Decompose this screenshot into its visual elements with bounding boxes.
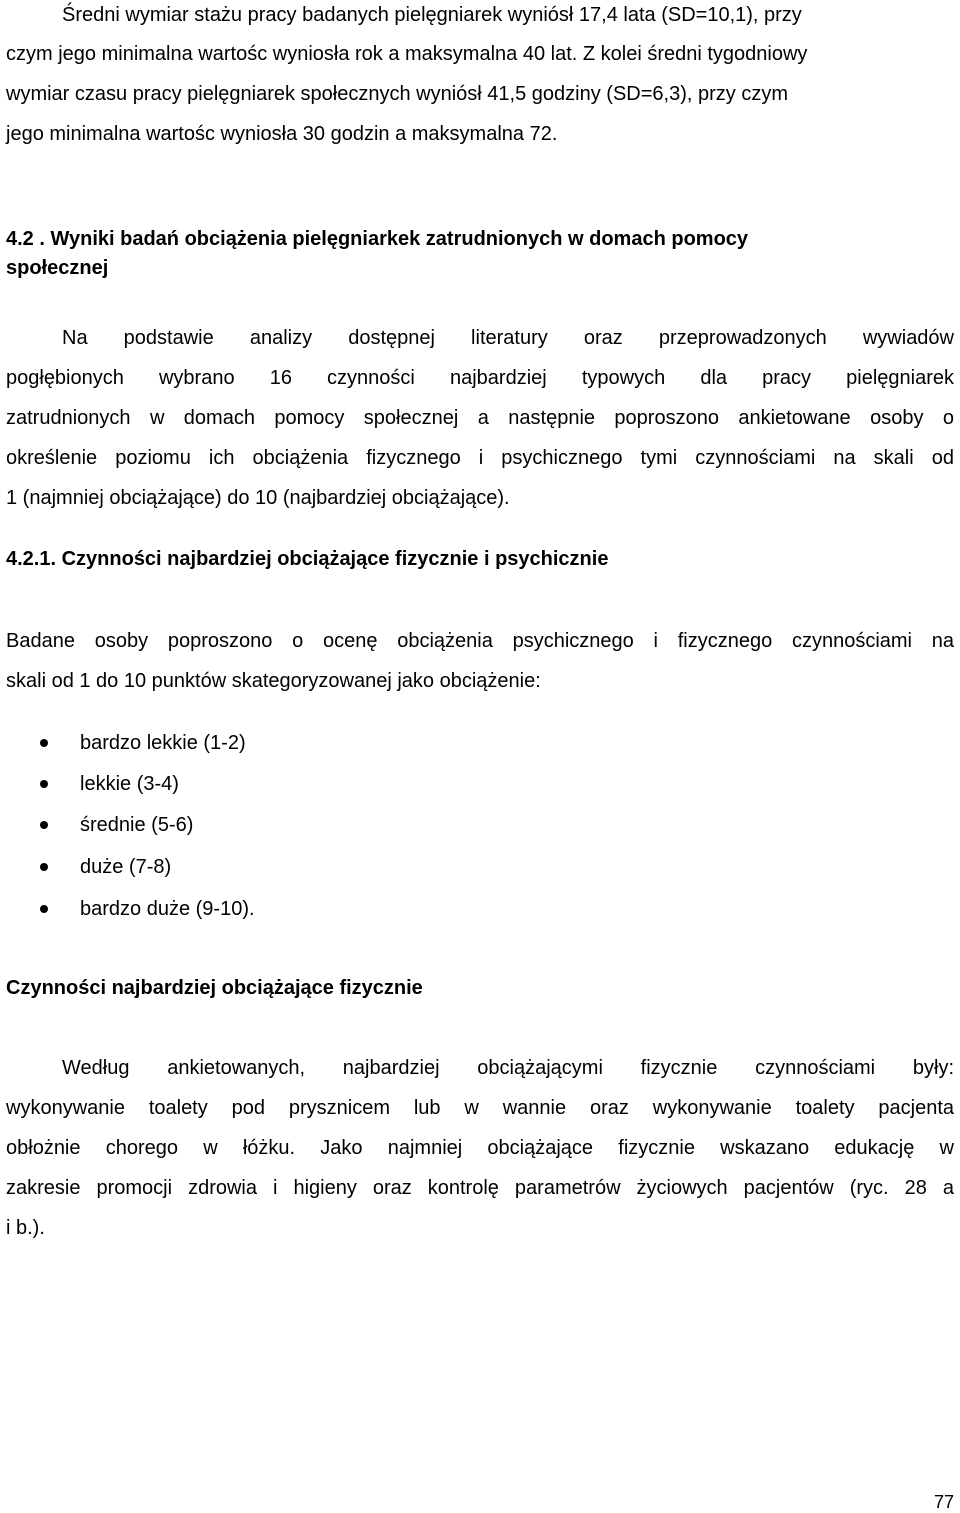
section-4-2-line-2: pogłębionych wybrano 16 czynności najbardziej typowych dla pracy pielęgniarek <box>6 367 954 389</box>
list-item-label: duże (7-8) <box>80 856 172 878</box>
bullet-dot <box>40 739 48 747</box>
section-heading-4-2-line-2: społecznej <box>6 257 109 279</box>
intro-line-4: jego minimalna wartośc wyniosła 30 godzin a maksymalna 72. <box>6 123 558 145</box>
physical-line-5: i b.). <box>6 1217 45 1239</box>
list-item-label: średnie (5-6) <box>80 814 194 836</box>
list-item-label: bardzo lekkie (1-2) <box>80 732 246 754</box>
page-number: 77 <box>933 1492 954 1512</box>
section-4-2-line-1: Na podstawie analizy dostępnej literatury oraz przeprowadzonych wywiadów <box>62 327 954 349</box>
bullet-dot <box>40 905 48 913</box>
section-heading-4-2-line-1: 4.2 . Wyniki badań obciążenia pielęgniarkek zatrudnionych w domach pomocy <box>6 228 749 250</box>
section-4-2-line-5: 1 (najmniej obciążające) do 10 (najbardziej obciążające). <box>6 487 510 509</box>
section-heading-4-2-1: 4.2.1. Czynności najbardziej obciążające fizycznie i psychicznie <box>6 548 609 570</box>
physical-line-4: zakresie promocji zdrowia i higieny oraz kontrolę parametrów życiowych pacjentów (ryc. 28 a <box>6 1177 954 1199</box>
intro-line-2: czym jego minimalna wartośc wyniosła rok a maksymalna 40 lat. Z kolei średni tygodniowy <box>6 43 808 65</box>
physical-line-3: obłożnie chorego w łóżku. Jako najmniej obciążające fizycznie wskazano edukację w <box>6 1137 954 1159</box>
physical-line-1: Według ankietowanych, najbardziej obciążającymi fizycznie czynnościami były: <box>62 1057 954 1079</box>
section-4-2-line-3: zatrudnionych w domach pomocy społecznej a następnie poproszono ankietowane osoby o <box>6 407 954 429</box>
list-item-label: lekkie (3-4) <box>80 773 179 795</box>
physical-load-heading: Czynności najbardziej obciążające fizycznie <box>6 977 423 999</box>
list-item-label: bardzo duże (9-10). <box>80 898 255 920</box>
section-4-2-1-line-1: Badane osoby poproszono o ocenę obciążenia psychicznego i fizycznego czynnościami na <box>6 630 954 652</box>
bullet-dot <box>40 780 48 788</box>
intro-line-1: Średni wymiar stażu pracy badanych pielęgniarek wyniósł 17,4 lata (SD=10,1), przy <box>62 4 802 26</box>
physical-line-2: wykonywanie toalety pod prysznicem lub w wannie oraz wykonywanie toalety pacjenta <box>6 1097 954 1119</box>
bullet-dot <box>40 821 48 829</box>
section-4-2-line-4: określenie poziomu ich obciążenia fizycznego i psychicznego tymi czynnościami na skali od <box>6 447 954 469</box>
bullet-dot <box>40 863 48 871</box>
section-4-2-1-line-2: skali od 1 do 10 punktów skategoryzowanej jako obciążenie: <box>6 670 541 692</box>
intro-line-3: wymiar czasu pracy pielęgniarek społecznych wyniósł 41,5 godziny (SD=6,3), przy czym <box>6 83 788 105</box>
